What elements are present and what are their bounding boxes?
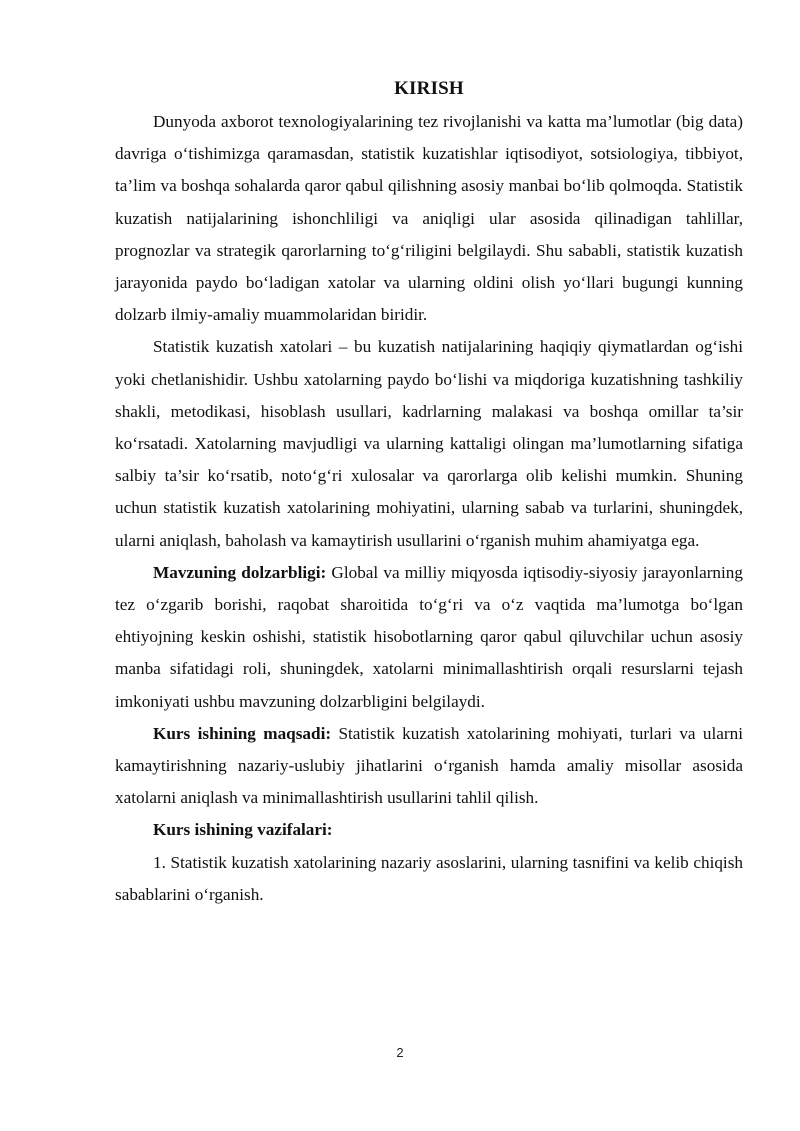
paragraph-lead: Kurs ishining maqsadi:: [153, 723, 332, 743]
paragraph-text: 1. Statistik kuzatish xatolarining nazariy asoslarini, ularning tasnifini va kelib chiqish sabablarini o‘rganish.: [115, 852, 743, 904]
paragraph-errors-definition: [115, 331, 743, 556]
paragraph-task-1: [115, 847, 743, 911]
paragraph-relevance: [115, 557, 743, 718]
paragraph-text: Statistik kuzatish xatolarining mohiyati, turlari va ularni kamaytirishning nazariy-uslubiy jihatlarini o‘rganish hamda amaliy misollar asosida xatolarni aniqlash va minimallashtirish usullarini tahlil qilish.: [115, 723, 744, 808]
paragraph-intro: [115, 106, 743, 331]
document-page: [115, 72, 743, 911]
page-number: 2: [396, 1045, 404, 1060]
section-title: KIRISH: [394, 78, 464, 99]
paragraph-text: Global va milliy miqyosda iqtisodiy-siyosiy jarayonlarning tez o‘zgarib borishi, raqobat sharoitida to‘g‘ri va o‘z vaqtida ma’lumotga bo‘lgan ehtiyojning keskin oshishi, statistik hisobotlarning qaror qabul qiluvchilar uchun asosiy manba sifatidagi roli, shuningdek, xatolarni minimallashtirish orqali resurslarni tejash imkoniyati ushbu mavzuning dolzarbligini belgilaydi.: [115, 562, 743, 711]
paragraph-text: Statistik kuzatish xatolari – bu kuzatish natijalarining haqiqiy qiymatlardan og‘ishi yoki chetlanishidir. Ushbu xatolarning paydo bo‘lishi va miqdoriga kuzatishning tashkiliy shakli, metodikasi, hisoblash usullari, kadrlarning malakasi va boshqa omillar ta’sir ko‘rsatadi. Xatolarning mavjudligi va ularning kattaligi olingan ma’lumotlarning sifatiga salbiy ta’sir ko‘rsatib, noto‘g‘ri xulosalar va qarorlarga olib kelishi mumkin. Shuning uchun statistik kuzatish xatolarining mohiyatini, ularning sabab va turlarini, shuningdek, ularni aniqlash, baholash va kamaytirish usullarini o‘rganish muhim ahamiyatga ega.: [115, 337, 743, 550]
paragraph-lead: Kurs ishining vazifalari:: [153, 820, 333, 840]
paragraph-goal: [115, 718, 743, 815]
paragraph-lead: Mavzuning dolzarbligi:: [153, 562, 327, 582]
paragraph-tasks-heading: [115, 814, 743, 846]
paragraph-text: Dunyoda axborot texnologiyalarining tez rivojlanishi va katta ma’lumotlar (big data) davriga o‘tishimizga qaramasdan, statistik kuzatishlar iqtisodiyot, sotsiologiya, tibbiyot, ta’lim va boshqa sohalarda qaror qabul qilishning asosiy manbai bo‘lib qolmoqda. Statistik kuzatish natijalarining ishonchliligi va aniqligi ular asosida qilinadigan tahlillar, prognozlar va strategik qarorlarning to‘g‘riligini belgilaydi. Shu sababli, statistik kuzatish jarayonida paydo bo‘ladigan xatolar va ularning oldini olish yo‘llari bugungi kunning dolzarb ilmiy-amaliy muammolaridan biridir.: [115, 112, 743, 325]
